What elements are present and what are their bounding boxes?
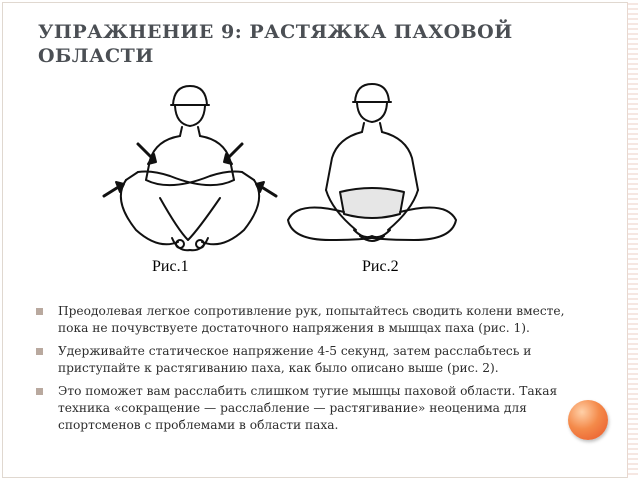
stretch-figure-2-illustration [288, 84, 456, 241]
bullet-text: Преодолевая легкое сопротивление рук, попытайтесь сводить колени вместе, пока не почувствуете достаточного напряжения в мышцах паха (рис. 1). [58, 304, 565, 335]
decorative-orb-icon [568, 400, 608, 440]
bullet-square-icon [36, 388, 43, 395]
figure-1-caption: Рис.1 [152, 258, 189, 275]
bullet-item [30, 343, 575, 377]
bullet-square-icon [36, 348, 43, 355]
bullet-text: Это поможет вам расслабить слишком тугие мышцы паховой области. Такая техника «сокращение — расслабление — растягивание» неоценима для спортсменов с проблемами в области паха. [58, 384, 558, 432]
stretch-figure-1-illustration [104, 86, 276, 250]
decorative-stripe [627, 2, 638, 478]
illustration-area [60, 80, 460, 290]
figure-2-caption: Рис.2 [362, 258, 399, 275]
bullet-item [30, 383, 575, 434]
bullet-item [30, 303, 575, 337]
bullet-list [30, 303, 575, 440]
slide-title: УПРАЖНЕНИЕ 9: РАСТЯЖКА ПАХОВОЙ ОБЛАСТИ [38, 21, 513, 67]
bullet-text: Удерживайте статическое напряжение 4-5 секунд, затем расслабьтесь и приступайте к растягиванию паха, как было описано выше (рис. 2). [58, 344, 532, 375]
bullet-square-icon [36, 308, 43, 315]
